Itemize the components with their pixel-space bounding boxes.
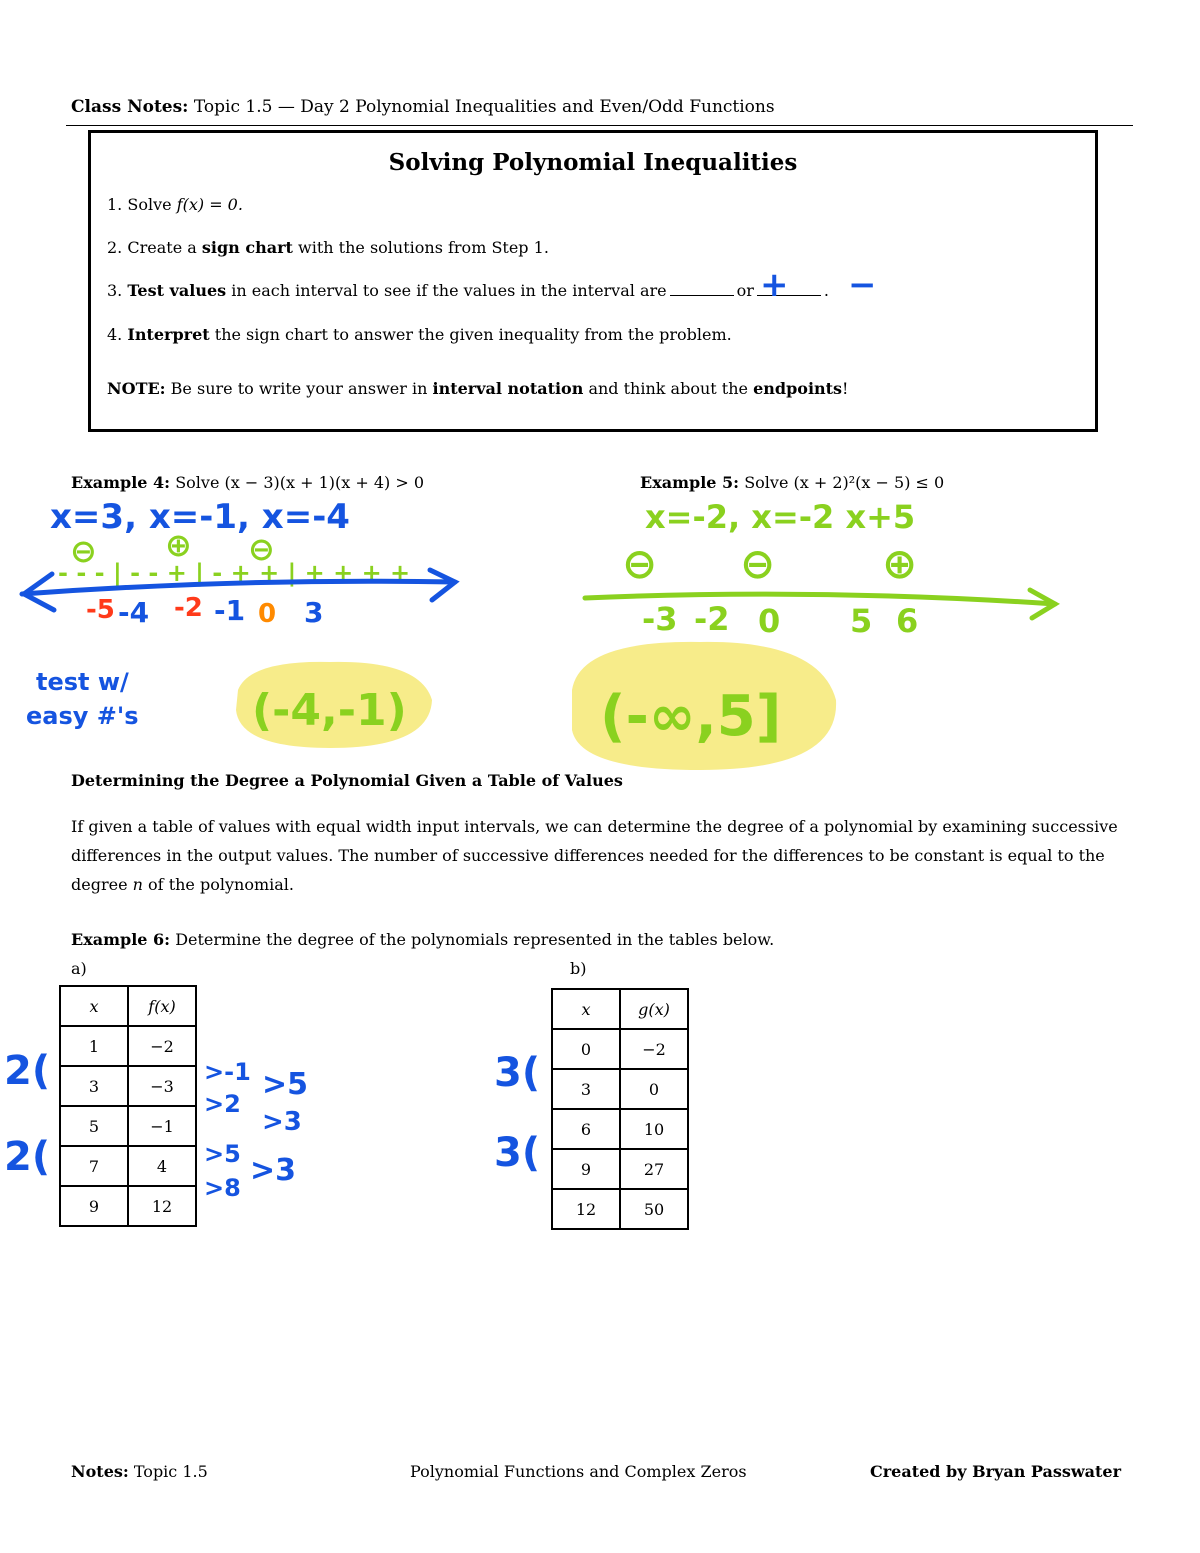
ink-minus: − <box>848 265 877 305</box>
table-cell: −2 <box>128 1026 196 1066</box>
table-cell: 4 <box>128 1146 196 1186</box>
table-cell: −1 <box>128 1106 196 1146</box>
table-header-cell: x <box>552 989 620 1029</box>
step-3-or: or <box>736 281 754 300</box>
table-a-diff-top: >5 <box>262 1067 309 1102</box>
ink-plus: + <box>760 265 789 305</box>
step-4-num: 4. <box>107 325 123 344</box>
ex4-note-1: test w/ <box>36 668 129 696</box>
table-cell: 12 <box>552 1189 620 1229</box>
table-cell: 3 <box>60 1066 128 1106</box>
ex5-tick-4: 5 <box>850 602 873 640</box>
note-pre: Be sure to write your answer in <box>170 379 428 398</box>
ex5-tick-5: 6 <box>896 602 919 640</box>
step-4-post: the sign chart to answer the given inequality from the problem. <box>214 325 732 344</box>
table-cell: 10 <box>620 1109 688 1149</box>
ex5-tick-3: 0 <box>758 602 781 640</box>
para-post: of the polynomial. <box>148 875 294 894</box>
table-b-degree-1: 3( <box>494 1050 541 1096</box>
step-2-bold: sign chart <box>201 238 293 257</box>
ex4-tick-red-2: -2 <box>174 593 203 623</box>
ex5-sign-3: ⊕ <box>882 539 918 588</box>
table-a-diff-2: >2 <box>204 1090 241 1118</box>
step-3-pre: in each interval to see if the values in the interval are <box>231 281 667 300</box>
header-label: Class Notes: <box>71 97 189 117</box>
table-a-diff2-1: >3 <box>262 1107 302 1137</box>
table-cell: −2 <box>620 1029 688 1069</box>
ex4-tick-blue-1: -4 <box>118 596 150 629</box>
table-a-diff2-2: >3 <box>250 1153 297 1188</box>
table-cell: 9 <box>60 1186 128 1226</box>
table-b-degree-2: 3( <box>494 1130 541 1176</box>
ex4-sign-1: ⊖ <box>70 532 97 570</box>
table-cell: 3 <box>552 1069 620 1109</box>
ex4-sign-3: ⊖ <box>248 530 275 568</box>
table-cell: −3 <box>128 1066 196 1106</box>
step-3-bold: Test values <box>127 281 227 300</box>
table-cell: 0 <box>620 1069 688 1109</box>
footer-right: Created by Bryan Passwater <box>870 1462 1122 1481</box>
example-4-label: Example 4: <box>71 473 171 492</box>
step-1-text: Solve <box>127 195 172 214</box>
ex5-sign-1: ⊖ <box>622 539 658 588</box>
step-1-math: f(x) = 0. <box>176 195 243 214</box>
note-end: ! <box>842 379 849 398</box>
table-a-diff-3: >5 <box>204 1140 241 1168</box>
note-mid: and think about the <box>588 379 748 398</box>
footer-left <box>71 1462 208 1481</box>
ex4-tick-blue-3: 3 <box>304 596 324 629</box>
example-6-text: Determine the degree of the polynomials represented in the tables below. <box>175 930 775 949</box>
table-cell: 27 <box>620 1149 688 1189</box>
ex4-answer: (-4,-1) <box>252 685 407 736</box>
ex5-sign-2: ⊖ <box>740 539 776 588</box>
ex5-tick-1: -3 <box>642 600 678 638</box>
note-label: NOTE: <box>107 379 166 398</box>
ex4-tick-orange: 0 <box>258 599 277 629</box>
table-cell: 7 <box>60 1146 128 1186</box>
table-cell: 0 <box>552 1029 620 1069</box>
table-cell: 6 <box>552 1109 620 1149</box>
table-header-cell: f(x) <box>128 986 196 1026</box>
table-cell: 50 <box>620 1189 688 1229</box>
step-2-num: 2. <box>107 238 123 257</box>
table-a-label: a) <box>71 959 87 978</box>
note-bold-2: endpoints <box>753 379 843 398</box>
note-bold-1: interval notation <box>432 379 584 398</box>
section-heading: Determining the Degree a Polynomial Given a Table of Values <box>71 771 623 790</box>
example-4-text: Solve (x − 3)(x + 1)(x + 4) > 0 <box>175 473 425 492</box>
table-cell: 1 <box>60 1026 128 1066</box>
ex4-tick-red-1: -5 <box>86 595 115 625</box>
step-1-num: 1. <box>107 195 123 214</box>
step-2-post: with the solutions from Step 1. <box>298 238 549 257</box>
table-cell: 9 <box>552 1149 620 1189</box>
step-3-end: . <box>823 281 829 300</box>
para-pre: If given a table of values with equal width input intervals, we can determine the degree of a polynomial by examining successive differences in the output values. The number of successive differences needed for the differences to be constant is equal to the degree <box>71 817 1118 894</box>
table-b-label: b) <box>570 959 587 978</box>
table-a-degree-1: 2( <box>4 1048 51 1094</box>
footer-left-label: Notes: <box>71 1462 129 1481</box>
table-a-degree-2: 2( <box>4 1134 51 1180</box>
table-header-cell: g(x) <box>620 989 688 1029</box>
example-6-label: Example 6: <box>71 930 171 949</box>
table-a-diff-1: >-1 <box>204 1058 251 1086</box>
footer-center: Polynomial Functions and Complex Zeros <box>410 1462 747 1481</box>
ex4-tick-blue-2: -1 <box>214 594 246 627</box>
ex5-roots: x=-2, x=-2 x+5 <box>645 498 916 536</box>
table-cell: 12 <box>128 1186 196 1226</box>
ex4-roots: x=3, x=-1, x=-4 <box>50 497 350 537</box>
table-cell: 5 <box>60 1106 128 1146</box>
ex4-sign-2: ⊕ <box>165 526 192 564</box>
ex5-tick-2: -2 <box>694 600 730 638</box>
table-header-cell: x <box>60 986 128 1026</box>
example-5-text: Solve (x + 2)²(x − 5) ≤ 0 <box>744 473 945 492</box>
footer-left-text: Topic 1.5 <box>133 1462 208 1481</box>
ex5-answer: (-∞,5] <box>600 684 782 749</box>
step-2-pre: Create a <box>127 238 197 257</box>
ex4-note-2: easy #'s <box>26 702 139 730</box>
example-5-label: Example 5: <box>640 473 740 492</box>
ex4-marks: - - - | - - + | - + + | + + + + <box>58 559 411 587</box>
table-a-diff-4: >8 <box>204 1174 241 1202</box>
header-text: Topic 1.5 — Day 2 Polynomial Inequalities and Even/Odd Functions <box>193 97 775 117</box>
step-3-num: 3. <box>107 281 123 300</box>
step-4-bold: Interpret <box>127 325 210 344</box>
para-var: n <box>132 875 143 894</box>
box-title: Solving Polynomial Inequalities <box>388 149 798 176</box>
